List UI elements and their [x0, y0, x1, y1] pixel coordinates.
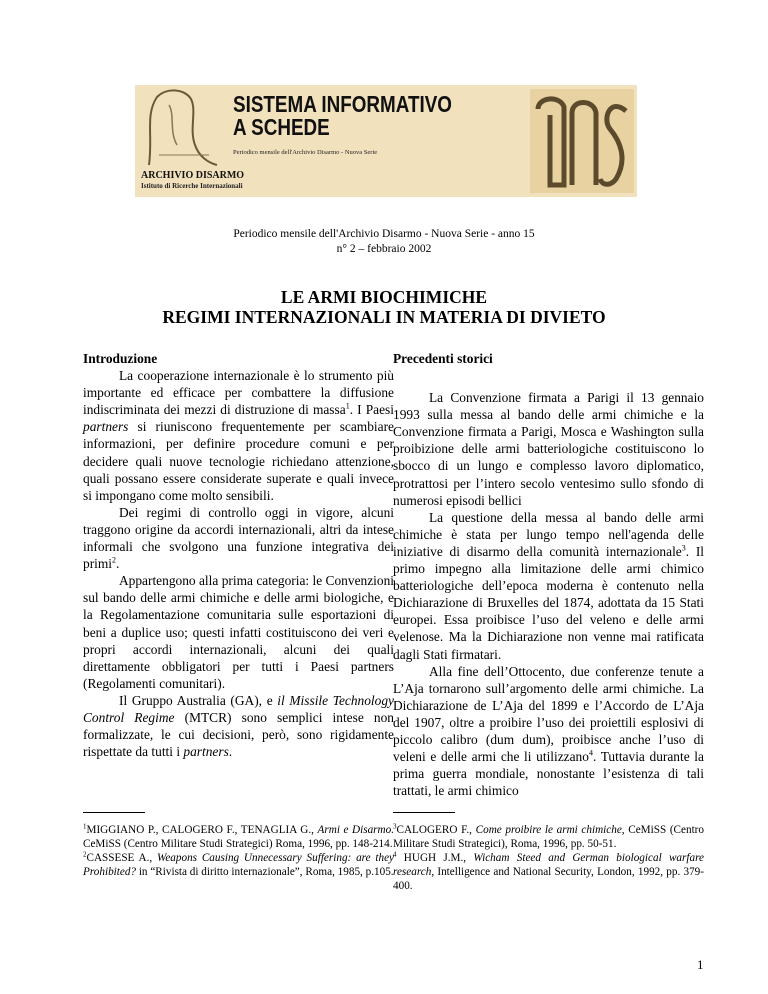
footnote: $^1$MIGGIANO P., CALOGERO F., TENAGLIA G., Armi e Disarmo. CeMiSS (Centro Militare Studi Strategici) Roma, 1996, pp. 148-214. — [83, 822, 394, 850]
paragraph: Alla fine dell’Ottocento, due conferenze tenute a L’Aja tornarono sull’argomento delle armi chimiche. La Dichiarazione de L’Aja del 1899 e l’Accordo de L’Aja del 1907, oltre a proibire l’uso dei proiettili esplosivi di piccolo calibro (dum dum), proibisce anche l’uso di veleni e delle armi che li utilizzano$^4$. Tuttavia durante la prima guerra mondiale, nonostante l’esistenza di tali trattati, le armi chimico — [393, 663, 704, 799]
footnote: $^3$CALOGERO F., Come proibire le armi chimiche, CeMiSS (Centro Militare Studi Strategici), Roma, 1996, pp. 50-51. — [393, 822, 705, 850]
article-title: LE ARMI BIOCHIMICHE — [280, 287, 488, 307]
section-heading-introduzione: Introduzione — [83, 351, 158, 366]
article-subtitle: REGIMI INTERNAZIONALI IN MATERIA DI DIVIETO — [162, 307, 606, 327]
section-heading-precedenti-storici: Precedenti storici — [393, 351, 493, 366]
banner-institute: Istituto di Ricerche Internazionali — [141, 182, 243, 190]
banner-organization: ARCHIVIO DISARMO — [141, 170, 245, 181]
footnote: $^2$CASSESE A., Weapons Causing Unnecessary Suffering: are they Prohibited? in “Rivista di diritto internazionale”, Roma, 1985, p.105. — [83, 850, 394, 878]
banner-subtitle: Periodico mensile dell'Archivio Disarmo - Nuova Serie — [233, 149, 378, 156]
banner-title: SISTEMA INFORMATIVO A SCHEDE — [233, 91, 452, 140]
paragraph: La cooperazione internazionale è lo strumento più importante ed efficace per combattere la diffusione indiscriminata dei mezzi di distruzione di massa$^1$. I Paesi partners si riuniscono frequentemente per scambiare informazioni, per definire procedure comuni e per decidere quali nuove tecnologie richiedano attenzione, quali possano essere considerate superate e quali invece si impongano come molto sensibili. — [83, 368, 394, 503]
footnotes-right — [393, 823, 704, 893]
paragraph: Il Gruppo Australia (GA), e il Missile Technology Control Regime (MTCR) sono semplici intese non formalizzate, le cui decisioni, però, sono rigidamente rispettate da tutti i partners. — [83, 692, 395, 760]
left-column — [83, 350, 394, 760]
masthead-banner — [135, 85, 637, 197]
footnotes-left — [83, 823, 394, 879]
figure-sketch-icon — [139, 85, 227, 171]
paragraph: La questione della messa al bando delle armi chimiche è stata per lungo tempo nell'agenda delle iniziative di disarmo della comunità internazionale$^3$. Il primo impegno alla limitazione delle armi chimico batteriologiche dell’epoca moderna è contenuto nella Dichiarazione di Bruxelles del 1874, adottata da 15 Stati europei. Essa proibisce l’uso del veleno e delle armi velenose. Ma la Dichiarazione non venne mai ratificata dagli Stati firmatari. — [393, 509, 705, 662]
periodical-info: Periodico mensile dell'Archivio Disarmo - Nuova Serie - anno 15 — [233, 228, 535, 240]
issue-info: n° 2 – febbraio 2002 — [336, 243, 432, 255]
paragraph: La Convenzione firmata a Parigi il 13 gennaio 1993 sulla messa al bando delle armi chimiche e la Convenzione firmata a Parigi, Mosca e Washington sulla proibizione delle armi batteriologiche costituiscono lo sbocco di un lungo e complesso lavoro diplomatico, protrattosi per l’intero secolo ventesimo sullo sfondo di numerosi episodi bellici — [393, 390, 704, 508]
page-number: 1 — [697, 957, 704, 972]
footnote: $^4$ HUGH J.M., Wicham Steed and German biological warfare research, Intelligence and National Security, London, 1992, pp. 379-400. — [393, 850, 704, 892]
paragraph: Dei regimi di controllo oggi in vigore, alcuni traggono origine da accordi internazionali, altri da intese informali che svolgono una funzione integrativa dei primi$^2$. — [83, 504, 394, 572]
right-column — [393, 350, 704, 799]
footnote-divider — [83, 812, 145, 813]
paragraph: Appartengono alla prima categoria: le Convenzioni sul bando delle armi chimiche e delle armi biologiche, e la Regolamentazione comunitaria sulle esportazioni di beni a duplice uso; questi infatti costituiscono dei veri e propri accordi internazionali, alcuni dei quali direttamente obbligatori per tutti i Paesi partners (Regolamenti comunitari). — [83, 573, 394, 691]
footnote-divider — [393, 812, 455, 813]
archivio-disarmo-logo-icon — [530, 89, 634, 193]
